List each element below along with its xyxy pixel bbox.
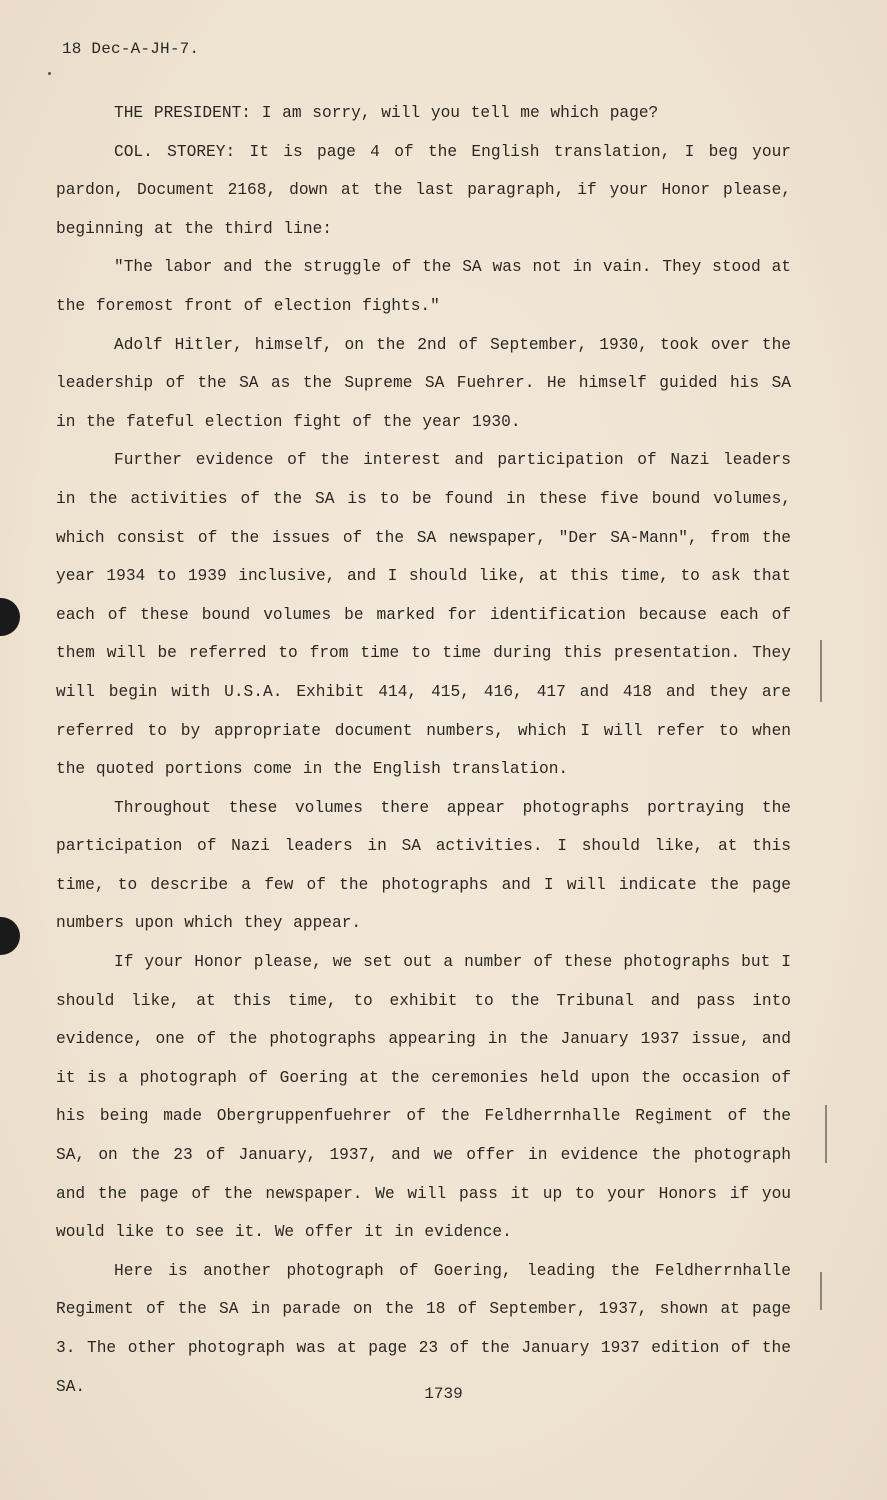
paragraph: Further evidence of the interest and participation of Nazi leaders in the activities of the SA is to be found in these five bound volumes, which consist of the issues of the SA newspaper, "Der SA-Mann", from the year 1934 to 1939 inclusive, and I should like, at this time, to ask that each of these bound volumes be marked for identification because each of them will be referred to from time to time during this presentation. They will begin with U.S.A. Exhibit 414, 415, 416, 417 and 418 and they are referred to by appropriate document numbers, which I will refer to when the quoted portions come in the English translation. bbox=[56, 451, 791, 779]
paragraph-quote: "The labor and the struggle of the SA was not in vain. They stood at the foremost front of election fights." bbox=[56, 258, 791, 315]
paragraph: Here is another photograph of Goering, leading the Feldherrnhalle Regiment of the SA in parade on the 18 of September, 1937, shown at page 3. The other photograph was at page 23 of the January 1937 edition of the SA. bbox=[56, 1261, 791, 1396]
punch-hole bbox=[0, 598, 20, 636]
margin-mark bbox=[820, 640, 822, 702]
margin-mark bbox=[825, 1105, 827, 1163]
speck bbox=[48, 72, 51, 75]
paragraph: Adolf Hitler, himself, on the 2nd of September, 1930, took over the leadership of the SA as the Supreme SA Fuehrer. He himself guided his SA in the fateful election fight of the year 1930. bbox=[56, 335, 791, 431]
paragraph: If your Honor please, we set out a number of these photographs but I should like, at this time, to exhibit to the Tribunal and pass into evidence, one of the photographs appearing in the January 1937 issue, and it is a photograph of Goering at the ceremonies held upon the occasion of his being made Obergruppenfuehrer of the Feldherrnhalle Regiment of the SA, on the 23 of January, 1937, and we offer in evidence the photograph and the page of the newspaper. We will pass it up to your Honors if you would like to see it. We offer it in evidence. bbox=[56, 953, 791, 1242]
margin-mark bbox=[820, 1272, 822, 1310]
paragraph: Throughout these volumes there appear photographs portraying the participation of Nazi leaders in SA activities. I should like, at this time, to describe a few of the photographs and I will indicate the page numbers upon which they appear. bbox=[56, 798, 791, 933]
paragraph: COL. STOREY: It is page 4 of the English translation, I beg your pardon, Document 2168, down at the last paragraph, if your Honor please, beginning at the third line: bbox=[56, 142, 791, 238]
page-number: 1739 bbox=[424, 1385, 463, 1403]
paragraph: THE PRESIDENT: I am sorry, will you tell me which page? bbox=[114, 104, 659, 122]
document-body bbox=[56, 94, 791, 1406]
punch-hole bbox=[0, 917, 20, 955]
document-header: 18 Dec-A-JH-7. bbox=[62, 40, 200, 58]
